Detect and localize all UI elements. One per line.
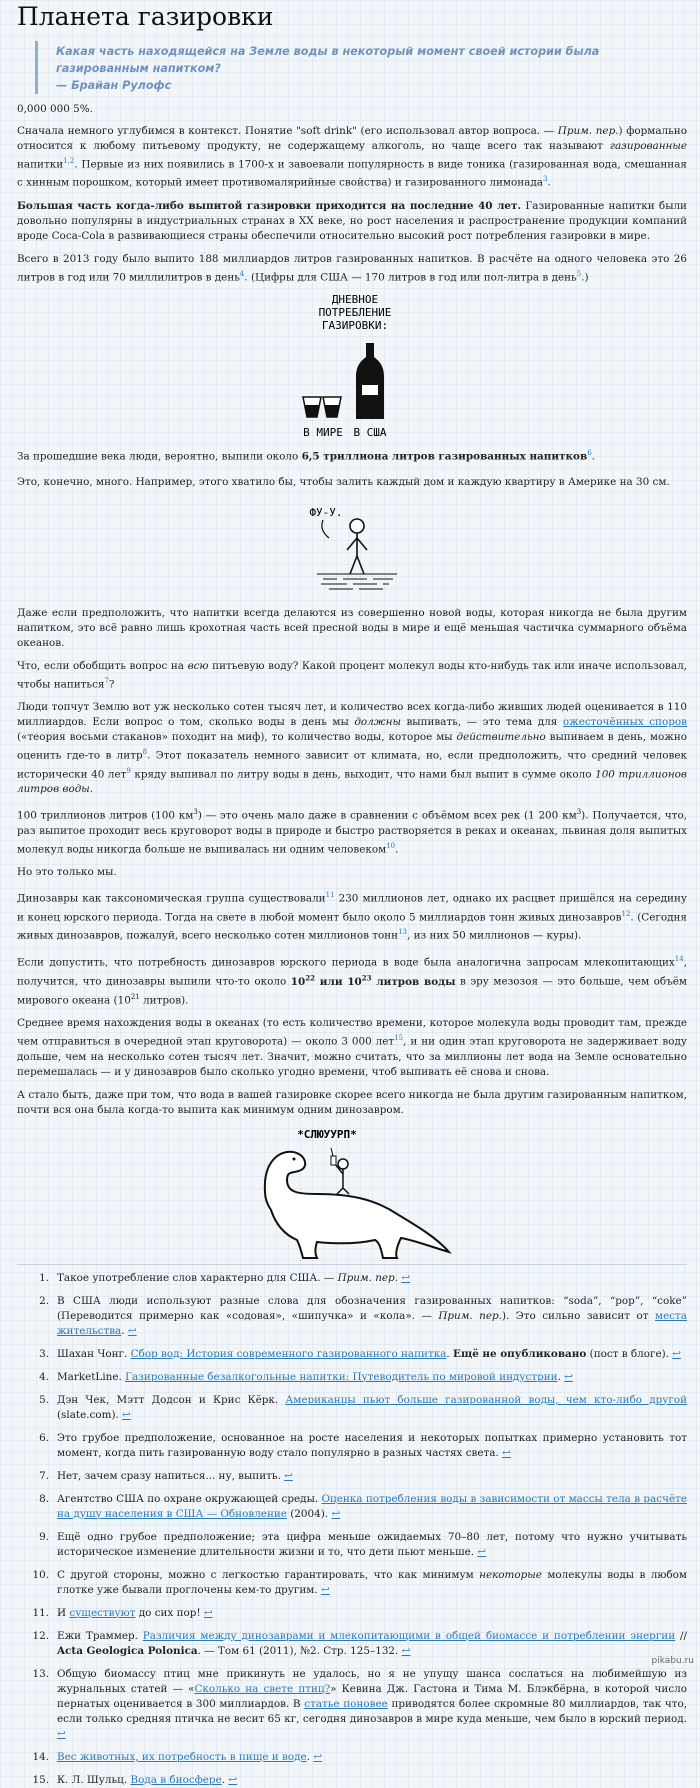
- footnote-10: 10. С другой стороны, можно с легкостью гарантировать, что как минимум некоторые молекулы воды в любом глотке уже бывали проглочены кем-то другим. ↩: [32, 1568, 687, 1596]
- footnote-7: 7. Нет, зачем сразу напиться... ну, выпить. ↩: [39, 1469, 293, 1482]
- footnotes-list: [17, 1271, 687, 1788]
- back-link-9[interactable]: ↩: [477, 1545, 487, 1558]
- epigraph-author: — Брайан Рулофс: [56, 79, 172, 92]
- epigraph: [35, 41, 687, 94]
- link-how-many-birds[interactable]: Сколько на свете птиц?: [194, 1682, 331, 1695]
- footnotes-divider: [17, 1264, 687, 1265]
- footnote-13: 13. Общую биомассу птиц мне прикинуть не удалось, но я не упущу шанса сослаться на любимейшую из журнальных статей — «Сколько на свете птиц?» Кевина Дж. Гастона и Тима М. Блэкбёрна, в которой число пернатых оценивается в 300 миллиардов. В статье поновее приводятся более скромные 80 миллиардов, так что, если только средняя птичка не весит 65 кг, сегодня динозавров в мире куда меньше, чем было в юрский период. ↩: [32, 1667, 687, 1740]
- footnote-2: 2. В США люди используют разные слова для обозначения газированных напитков: “soda”, “pop”, “coke” (Переводится примерно как «содовая», «шипучка» и «кола». — Прим. пер.). Это сильно зависит от места жительства. ↩: [39, 1294, 687, 1337]
- paragraph-ocean-time: Среднее время нахождения воды в океанах (то есть количество времени, которое молекула воды проводит там, прежде чем отправиться в очередной этап круговорота) — около 3 000 лет$^{15}$, и ни один этап круговорота не задерживает воду дольше, чем на несколько сотен тысяч лет. Значит, можно считать, что за миллионы лет вода на Земле основательно перемешалась — и у динозавров было сколько угодно времени, чтоб выпивать её снова и снова.: [17, 1017, 687, 1078]
- paragraph-all-water: Что, если обобщить вопрос на всю питьевую воду? Какой процент молекул воды кто-нибудь так или иначе использовал, чтобы напиться$^7$?: [17, 659, 688, 691]
- footnote-ref-10[interactable]: 10: [386, 841, 396, 850]
- footnote-6: 6. Это грубое предположение, основанное на росте населения и некоторых попытках примерно установить тот момент, когда пить газированную воду стало популярно в разных частях света. ↩: [39, 1431, 687, 1459]
- footnote-3: 3. Шахан Чонг. Сбор вод: История современного газированного напитка. Ещё не опубликовано (пост в блоге). ↩: [39, 1347, 681, 1360]
- figure-leg-right: [357, 556, 364, 574]
- paragraph-last-40-years: Большая часть когда-либо выпитой газировки приходится на последние 40 лет. Газированные напитки были довольно популярны в индустриальных странах в XX веке, но рост населения и распространение продукции компаний вроде Coca-Cola в развивающиеся страны обеспечили относительно высокий рост потребления газировки в мире.: [17, 199, 687, 242]
- page-title: Планета газировки: [17, 2, 274, 31]
- link-trammer[interactable]: Различия между динозаврами и млекопитающими в общей биомассе и потреблении энергии: [142, 1629, 676, 1642]
- dinosaur-body: [265, 1151, 449, 1257]
- cup-world-1-fill: [305, 405, 319, 417]
- footnote-ref-13[interactable]: 13: [398, 928, 408, 937]
- link-newer-article[interactable]: статье поновее: [304, 1697, 388, 1710]
- back-link-4[interactable]: ↩: [564, 1370, 573, 1383]
- article: [17, 0, 687, 1788]
- slurp-text: *СЛЮУУРП*: [297, 1127, 357, 1141]
- figure-head: [350, 519, 364, 533]
- stick-figure-drawing: [17, 494, 687, 598]
- paragraph-2013: Всего в 2013 году было выпито 188 миллиардов литров газированных напитков. В расчёте на одного человека это 26 литров в год или 70 миллилитров в день$^4$. (Цифры для США — 170 литров в год или пол-литра в день$^5$.): [17, 252, 687, 284]
- link-heated-debates[interactable]: ожесточённых споров: [562, 716, 687, 729]
- paragraph-only-us: Но это только мы.: [17, 866, 117, 879]
- back-link-2[interactable]: ↩: [127, 1324, 137, 1337]
- figure-stick-figure: [17, 494, 687, 598]
- rider-leg-right: [343, 1188, 349, 1194]
- back-link-14[interactable]: ↩: [313, 1750, 323, 1763]
- link-epa[interactable]: Оценка потребления воды в зависимости от массы тела в расчёте на душу населения в США — Обновление: [57, 1492, 687, 1520]
- link-biosphere-water[interactable]: Вода в биосфере: [130, 1773, 222, 1786]
- figure-daily-consumption: [17, 285, 687, 445]
- footnote-ref-4[interactable]: 4: [239, 269, 245, 278]
- speech-text: ФУ-У.: [309, 505, 343, 519]
- back-link-15[interactable]: ↩: [228, 1773, 238, 1786]
- cup-world-2-fill: [325, 405, 339, 417]
- label-world: В МИРЕ: [303, 426, 343, 440]
- footnote-15: 15. К. Л. Шульц. Вода в биосфере. ↩: [32, 1773, 238, 1786]
- back-link-3[interactable]: ↩: [672, 1347, 681, 1360]
- back-link-8[interactable]: ↩: [331, 1507, 341, 1520]
- back-link-6[interactable]: ↩: [502, 1446, 511, 1459]
- footnote-ref-6[interactable]: 6: [587, 449, 592, 458]
- fig1-title-line2: ПОТРЕБЛЕНИЕ: [318, 306, 392, 320]
- paragraph-conclusion: А стало быть, даже при том, что вода в вашей газировке скорее всего никогда не была другим газированным напитком, почти вся она была когда-то выпита как минимум одним динозавром.: [17, 1088, 687, 1116]
- back-link-1[interactable]: ↩: [401, 1271, 411, 1284]
- back-link-12[interactable]: ↩: [401, 1644, 411, 1657]
- rider-head: [338, 1159, 348, 1169]
- footnote-ref-2[interactable]: 2: [69, 157, 75, 165]
- label-usa: В США: [353, 426, 387, 440]
- footnote-ref-12[interactable]: 12: [621, 909, 631, 918]
- back-link-10[interactable]: ↩: [320, 1583, 330, 1596]
- figure-dinosaur: [17, 1122, 687, 1262]
- paragraph-humans: Люди топчут Землю вот уж несколько сотен тысяч лет, и количество всех когда-либо живших людей оценивается в 110 миллиардов. Если вопрос о том, сколько воды в день мы должны выпивать, — это тема для ожесточённых споров («теория восьми стаканов» походит на миф), то количество воды, которое мы действительно выпиваем в день, можно оценить где-то в литр$^8$. Этот показатель немного зависит от климата, но, если предположить, что средний человек исторически 40 лет$^9$ кряду выпивал по литру воды в день, выходит, что нами был выпит в сумме около 100 триллионов литров воды.: [17, 701, 687, 796]
- footnote-1: 1. Такое употребление слов характерно для США. — Прим. пер. ↩: [39, 1271, 411, 1284]
- footnote-ref-8[interactable]: 8: [142, 748, 148, 757]
- figure-arm-left: [347, 538, 357, 550]
- answer-paragraph: 0,000 000 5%.: [17, 103, 93, 115]
- link-marketline[interactable]: Газированные безалкогольные напитки: Путеводитель по мировой индустрии: [125, 1370, 558, 1383]
- footnote-4: 4. MarketLine. Газированные безалкогольные напитки: Путеводитель по мировой индустрии. ↩: [39, 1370, 573, 1383]
- footnote-14: 14. Вес животных, их потребность в пище и воде. ↩: [32, 1750, 323, 1763]
- fig1-title-line1: ДНЕВНОЕ: [331, 293, 379, 307]
- paragraph-rivers: 100 триллионов литров (100 $км^3$) — это очень мало даже в сравнении с объёмом всех рек (1 200 $км^3$). Получается, что, раз выпитое проходит весь круговорот воды в природе и быстро растворяется в реках и океанах, львиная доля выпитых молекул воды никогда больше не выпивалась ни одним человеком$^{10}$.: [17, 808, 688, 856]
- speech-line: [322, 520, 329, 538]
- dinosaur-eye: [293, 1157, 296, 1160]
- link-animal-weight[interactable]: Вес животных, их потребность в пище и воде: [57, 1750, 307, 1763]
- footnote-11: 11. И существуют до сих пор! ↩: [32, 1606, 213, 1619]
- figure-leg-left: [350, 556, 357, 574]
- footnote-9: 9. Ещё одно грубое предположение; эта цифра меньше ожидаемых 70–80 лет, потому что нужно учитывать историческое изменение длительности жизни и то, что дети пьют меньше. ↩: [39, 1530, 687, 1558]
- back-link-11[interactable]: ↩: [203, 1606, 213, 1619]
- link-place-of-residence[interactable]: места жительства: [57, 1309, 687, 1337]
- footnote-12: 12. Ежи Траммер. Различия между динозаврами и млекопитающими в общей биомассе и потреблении энергии // Acta Geologica Polonica. — Том 61 (2011), №2. Стр. 125–132. ↩: [32, 1629, 687, 1657]
- dinosaur-drawing: [17, 1122, 687, 1262]
- footnote-ref-9[interactable]: 9: [126, 766, 131, 775]
- daily-consumption-drawing: [17, 285, 687, 445]
- footnote-ref-1[interactable]: 1: [63, 157, 68, 165]
- rider-cup: [331, 1156, 336, 1165]
- footnote-ref-14[interactable]: 14: [674, 954, 684, 963]
- footnote-ref-5[interactable]: 5: [576, 269, 582, 278]
- footnote-5: 5. Дэн Чек, Мэтт Додсон и Крис Кёрк. Американцы пьют больше газированной воды, чем кто-либо другой (slate.com). ↩: [39, 1393, 687, 1421]
- epigraph-text: Какая часть находящейся на Земле воды в некоторый момент своей истории была газированным напитком?: [56, 45, 600, 75]
- rider-leg-left: [337, 1188, 343, 1194]
- footnote-ref-15[interactable]: 15: [394, 1034, 404, 1043]
- link-slate[interactable]: Американцы пьют больше газированной воды, чем кто-либо другой: [285, 1393, 687, 1406]
- paragraph-context: Сначала немного углубимся в контекст. Понятие "soft drink" (его использовал автор вопроса. — Прим. пер.) формально относится к любому питьевому продукту, не содержащему алкоголь, но чаще всего так называют газированные напитки$^{1,2}$. Первые из них появились в 1700-х и завоевали популярность в виде тоника (газированная вода, смешанная с хинным порошком, который имеет противомалярийные свойства) и газированного лимонада$^3$.: [17, 125, 687, 189]
- figure-arm-right: [357, 538, 367, 550]
- footnote-ref-3[interactable]: 3: [542, 175, 548, 184]
- paragraph-dino-water: Если допустить, что потребность динозавров юрского периода в воде была аналогична запросам млекопитающих$^{14}$, получится, что динозавры выпили что-то около $10^{22}$ или $10^{23}$ литров воды в эру мезозоя — это больше, чем объём мирового океана ($10^{21}$ литров).: [17, 954, 687, 1007]
- footnote-ref-7[interactable]: 7: [104, 676, 109, 685]
- link-exist[interactable]: существуют: [69, 1606, 136, 1619]
- footnote-ref-11[interactable]: 11: [325, 891, 335, 900]
- fig1-title-line3: ГАЗИРОВКИ:: [321, 319, 389, 333]
- footnote-8: 8. Агентство США по охране окружающей среды. Оценка потребления воды в зависимости от массы тела в расчёте на душу населения в США — Обновление (2004). ↩: [39, 1492, 687, 1520]
- watermark: pikabu.ru: [651, 1656, 694, 1666]
- bottle-label: [362, 385, 378, 395]
- back-link-5[interactable]: ↩: [122, 1408, 131, 1421]
- soda-bottle: [356, 343, 384, 419]
- paragraph-dinosaurs: Динозавры как таксономическая группа существовали$^{11}$ 230 миллионов лет, однако их расцвет пришёлся на середину и конец юрского периода. Тогда на свете в любой момент было около 5 миллиардов тонн живых динозавров$^{12}$. (Сегодня живых динозавров, пожалуй, всего несколько сотен миллионов тонн$^{13}$, из них 50 миллионов — куры).: [17, 891, 687, 942]
- rider-straw: [331, 1148, 333, 1156]
- paragraph-flood: Это, конечно, много. Например, этого хватило бы, чтобы залить каждый дом и каждую квартиру в Америке на 30 см.: [17, 475, 670, 488]
- link-water-history[interactable]: Сбор вод: История современного газированного напитка: [130, 1347, 447, 1360]
- paragraph-new-water: Даже если предположить, что напитки всегда делаются из совершенно новой воды, которая никогда не была другим напитком, это всё равно лишь крохотная часть всей пресной воды в мире и ещё меньшая частичка суммарного объёма океанов.: [17, 606, 687, 649]
- paragraph-6-5-trillion: За прошедшие века люди, вероятно, выпили около 6,5 триллиона литров газированных напитков$^6$.: [17, 449, 595, 463]
- liquid-lines: [317, 574, 397, 589]
- back-link-13[interactable]: ↩: [57, 1727, 66, 1740]
- back-link-7[interactable]: ↩: [284, 1469, 293, 1482]
